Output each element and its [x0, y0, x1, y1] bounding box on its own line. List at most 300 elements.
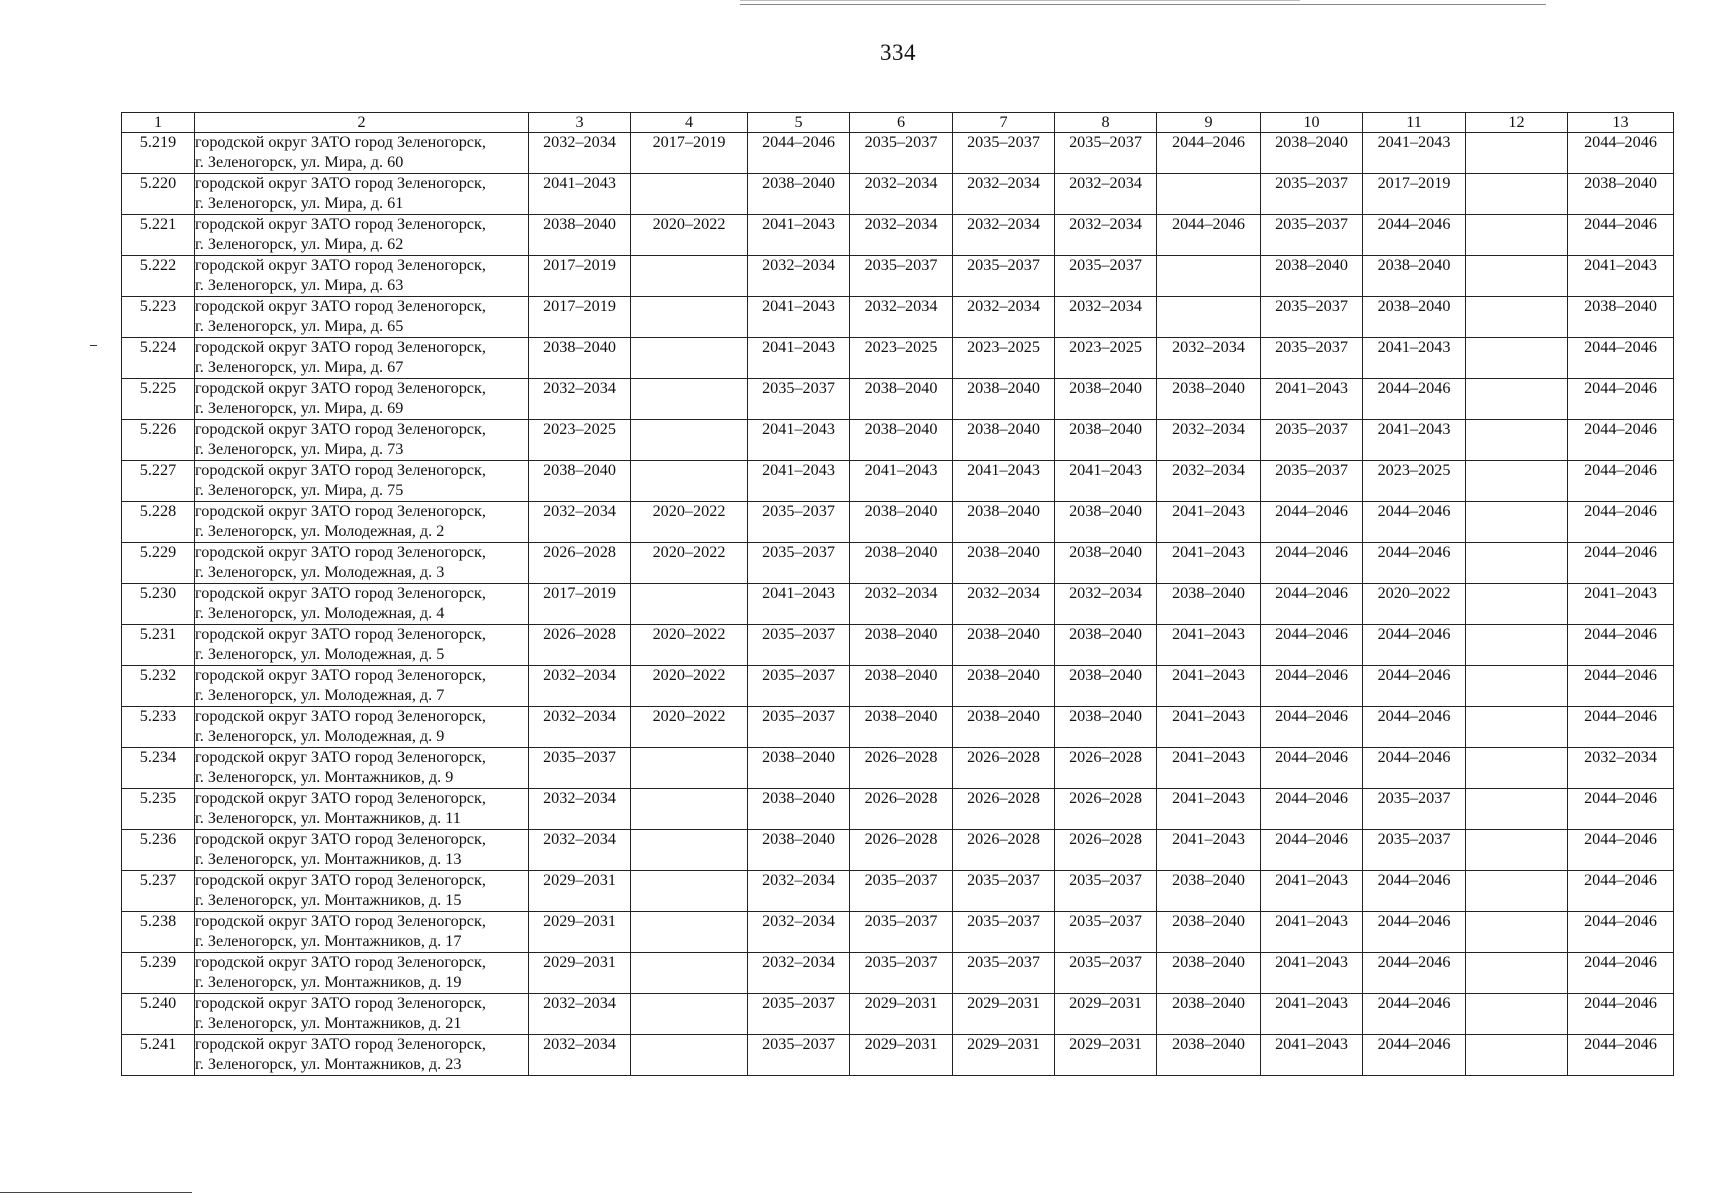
period-cell-c3: 2038–2040 [529, 461, 631, 502]
period-cell-c6: 2035–2037 [850, 912, 953, 953]
address-cell [195, 830, 529, 871]
address-line-2: г. Зеленогорск, ул. Молодежная, д. 4 [195, 603, 445, 622]
period-cell-c6: 2026–2028 [850, 748, 953, 789]
period-cell-c3: 2035–2037 [529, 748, 631, 789]
period-cell-c8: 2038–2040 [1055, 707, 1157, 748]
period-cell-c9: 2032–2034 [1157, 461, 1261, 502]
table-row [122, 338, 1674, 379]
row-number-cell: 5.239 [122, 953, 195, 994]
period-cell-c6: 2035–2037 [850, 256, 953, 297]
period-cell-c12 [1466, 256, 1568, 297]
scan-artifact-line [740, 0, 1300, 1]
table-row [122, 1035, 1674, 1076]
period-cell-c8: 2032–2034 [1055, 584, 1157, 625]
period-cell-c10: 2041–2043 [1261, 953, 1363, 994]
period-cell-c7: 2026–2028 [953, 830, 1055, 871]
table-row [122, 789, 1674, 830]
column-header: 12 [1466, 113, 1568, 133]
period-cell-c8: 2035–2037 [1055, 912, 1157, 953]
table-row [122, 256, 1674, 297]
period-cell-c3: 2032–2034 [529, 133, 631, 174]
period-cell-c9 [1157, 297, 1261, 338]
row-number-cell: 5.231 [122, 625, 195, 666]
row-number-cell: 5.225 [122, 379, 195, 420]
period-cell-c9: 2038–2040 [1157, 912, 1261, 953]
address-line-2: г. Зеленогорск, ул. Мира, д. 60 [195, 152, 404, 171]
period-cell-c4 [631, 379, 748, 420]
row-number-cell: 5.229 [122, 543, 195, 584]
period-cell-c3: 2032–2034 [529, 994, 631, 1035]
address-cell [195, 666, 529, 707]
period-cell-c13: 2032–2034 [1568, 748, 1674, 789]
address-line-2: г. Зеленогорск, ул. Монтажников, д. 15 [195, 890, 462, 909]
address-cell [195, 707, 529, 748]
column-header: 4 [631, 113, 748, 133]
table-row [122, 379, 1674, 420]
row-number-cell: 5.221 [122, 215, 195, 256]
period-cell-c10: 2044–2046 [1261, 666, 1363, 707]
period-cell-c12 [1466, 994, 1568, 1035]
period-cell-c13: 2041–2043 [1568, 256, 1674, 297]
period-cell-c9: 2038–2040 [1157, 379, 1261, 420]
period-cell-c10: 2035–2037 [1261, 461, 1363, 502]
period-cell-c9: 2041–2043 [1157, 666, 1261, 707]
period-cell-c6: 2029–2031 [850, 1035, 953, 1076]
column-header: 1 [122, 113, 195, 133]
address-line-1: городской округ ЗАТО город Зеленогорск, [195, 830, 486, 848]
period-cell-c5: 2038–2040 [748, 174, 850, 215]
period-cell-c13: 2044–2046 [1568, 543, 1674, 584]
period-cell-c6: 2032–2034 [850, 297, 953, 338]
period-cell-c9: 2041–2043 [1157, 830, 1261, 871]
period-cell-c8: 2023–2025 [1055, 338, 1157, 379]
address-cell [195, 953, 529, 994]
period-cell-c4: 2020–2022 [631, 666, 748, 707]
period-cell-c5: 2032–2034 [748, 953, 850, 994]
row-number-cell: 5.219 [122, 133, 195, 174]
period-cell-c5: 2032–2034 [748, 871, 850, 912]
column-header: 7 [953, 113, 1055, 133]
period-cell-c10: 2044–2046 [1261, 789, 1363, 830]
address-cell [195, 584, 529, 625]
row-number-cell: 5.223 [122, 297, 195, 338]
period-cell-c9: 2041–2043 [1157, 707, 1261, 748]
address-cell [195, 420, 529, 461]
row-number-cell: 5.222 [122, 256, 195, 297]
period-cell-c7: 2026–2028 [953, 748, 1055, 789]
address-line-1: городской округ ЗАТО город Зеленогорск, [195, 707, 486, 725]
period-cell-c7: 2038–2040 [953, 666, 1055, 707]
address-line-1: городской округ ЗАТО город Зеленогорск, [195, 297, 486, 315]
address-line-1: городской округ ЗАТО город Зеленогорск, [195, 420, 486, 438]
period-cell-c8: 2032–2034 [1055, 174, 1157, 215]
address-line-2: г. Зеленогорск, ул. Молодежная, д. 9 [195, 726, 445, 745]
period-cell-c9: 2041–2043 [1157, 625, 1261, 666]
period-cell-c5: 2041–2043 [748, 420, 850, 461]
period-cell-c12 [1466, 707, 1568, 748]
period-cell-c13: 2044–2046 [1568, 912, 1674, 953]
column-header: 10 [1261, 113, 1363, 133]
period-cell-c4: 2020–2022 [631, 215, 748, 256]
address-line-1: городской округ ЗАТО город Зеленогорск, [195, 625, 486, 643]
period-cell-c4 [631, 297, 748, 338]
period-cell-c8: 2038–2040 [1055, 666, 1157, 707]
address-line-1: городской округ ЗАТО город Зеленогорск, [195, 174, 486, 192]
period-cell-c11: 2044–2046 [1363, 994, 1466, 1035]
period-cell-c4 [631, 174, 748, 215]
period-cell-c10: 2041–2043 [1261, 379, 1363, 420]
address-line-2: г. Зеленогорск, ул. Мира, д. 69 [195, 398, 404, 417]
period-cell-c8: 2029–2031 [1055, 1035, 1157, 1076]
row-number-cell: 5.235 [122, 789, 195, 830]
address-line-1: городской округ ЗАТО город Зеленогорск, [195, 994, 486, 1012]
period-cell-c4 [631, 871, 748, 912]
period-cell-c12 [1466, 871, 1568, 912]
period-cell-c13: 2044–2046 [1568, 502, 1674, 543]
address-cell [195, 912, 529, 953]
address-line-2: г. Зеленогорск, ул. Молодежная, д. 7 [195, 685, 445, 704]
period-cell-c12 [1466, 789, 1568, 830]
period-cell-c3: 2032–2034 [529, 666, 631, 707]
address-line-1: городской округ ЗАТО город Зеленогорск, [195, 133, 486, 151]
period-cell-c3: 2026–2028 [529, 625, 631, 666]
address-line-1: городской округ ЗАТО город Зеленогорск, [195, 256, 486, 274]
period-cell-c11: 2044–2046 [1363, 871, 1466, 912]
table-row [122, 420, 1674, 461]
period-cell-c13: 2044–2046 [1568, 420, 1674, 461]
period-cell-c6: 2038–2040 [850, 666, 953, 707]
table-row [122, 871, 1674, 912]
period-cell-c13: 2044–2046 [1568, 1035, 1674, 1076]
period-cell-c4 [631, 830, 748, 871]
period-cell-c10: 2041–2043 [1261, 1035, 1363, 1076]
table-row [122, 461, 1674, 502]
period-cell-c10: 2044–2046 [1261, 625, 1363, 666]
period-cell-c12 [1466, 215, 1568, 256]
period-cell-c8: 2029–2031 [1055, 994, 1157, 1035]
period-cell-c4 [631, 994, 748, 1035]
period-cell-c11: 2041–2043 [1363, 133, 1466, 174]
period-cell-c4 [631, 912, 748, 953]
period-cell-c3: 2029–2031 [529, 953, 631, 994]
table-header-row [122, 113, 1674, 133]
address-line-1: городской округ ЗАТО город Зеленогорск, [195, 789, 486, 807]
period-cell-c13: 2044–2046 [1568, 215, 1674, 256]
period-cell-c6: 2041–2043 [850, 461, 953, 502]
period-cell-c13: 2044–2046 [1568, 379, 1674, 420]
period-cell-c8: 2035–2037 [1055, 871, 1157, 912]
period-cell-c12 [1466, 543, 1568, 584]
period-cell-c12 [1466, 502, 1568, 543]
address-cell [195, 215, 529, 256]
period-cell-c4 [631, 338, 748, 379]
table-row [122, 215, 1674, 256]
address-line-2: г. Зеленогорск, ул. Монтажников, д. 11 [195, 808, 461, 827]
address-cell [195, 502, 529, 543]
address-line-2: г. Зеленогорск, ул. Молодежная, д. 3 [195, 562, 445, 581]
period-cell-c6: 2035–2037 [850, 133, 953, 174]
period-cell-c3: 2017–2019 [529, 297, 631, 338]
address-line-2: г. Зеленогорск, ул. Молодежная, д. 2 [195, 521, 445, 540]
period-cell-c9: 2038–2040 [1157, 871, 1261, 912]
period-cell-c7: 2041–2043 [953, 461, 1055, 502]
address-line-2: г. Зеленогорск, ул. Мира, д. 63 [195, 275, 404, 294]
period-cell-c11: 2044–2046 [1363, 953, 1466, 994]
period-cell-c12 [1466, 379, 1568, 420]
period-cell-c4: 2017–2019 [631, 133, 748, 174]
address-line-2: г. Зеленогорск, ул. Мира, д. 65 [195, 316, 404, 335]
period-cell-c3: 2017–2019 [529, 584, 631, 625]
period-cell-c6: 2032–2034 [850, 584, 953, 625]
address-line-1: городской округ ЗАТО город Зеленогорск, [195, 379, 486, 397]
period-cell-c9: 2041–2043 [1157, 748, 1261, 789]
address-line-1: городской округ ЗАТО город Зеленогорск, [195, 543, 486, 561]
period-cell-c4: 2020–2022 [631, 625, 748, 666]
period-cell-c9 [1157, 256, 1261, 297]
scan-artifact-line [0, 1192, 192, 1193]
period-cell-c3: 2038–2040 [529, 215, 631, 256]
address-cell [195, 994, 529, 1035]
period-cell-c12 [1466, 133, 1568, 174]
period-cell-c10: 2038–2040 [1261, 256, 1363, 297]
period-cell-c11: 2044–2046 [1363, 625, 1466, 666]
period-cell-c4 [631, 584, 748, 625]
period-cell-c10: 2035–2037 [1261, 297, 1363, 338]
period-cell-c11: 2017–2019 [1363, 174, 1466, 215]
period-cell-c13: 2044–2046 [1568, 625, 1674, 666]
address-line-1: городской округ ЗАТО город Зеленогорск, [195, 215, 486, 233]
period-cell-c13: 2044–2046 [1568, 994, 1674, 1035]
column-header: 3 [529, 113, 631, 133]
period-cell-c4: 2020–2022 [631, 502, 748, 543]
period-cell-c11: 2023–2025 [1363, 461, 1466, 502]
address-line-2: г. Зеленогорск, ул. Монтажников, д. 17 [195, 931, 462, 950]
period-cell-c4 [631, 461, 748, 502]
period-cell-c6: 2038–2040 [850, 379, 953, 420]
period-cell-c5: 2041–2043 [748, 584, 850, 625]
period-cell-c12 [1466, 297, 1568, 338]
period-cell-c12 [1466, 461, 1568, 502]
period-cell-c5: 2035–2037 [748, 1035, 850, 1076]
row-number-cell: 5.237 [122, 871, 195, 912]
period-cell-c11: 2038–2040 [1363, 256, 1466, 297]
address-line-1: городской округ ЗАТО город Зеленогорск, [195, 912, 486, 930]
period-cell-c11: 2044–2046 [1363, 502, 1466, 543]
period-cell-c5: 2041–2043 [748, 338, 850, 379]
address-cell [195, 789, 529, 830]
period-cell-c6: 2023–2025 [850, 338, 953, 379]
period-cell-c7: 2023–2025 [953, 338, 1055, 379]
row-number-cell: 5.241 [122, 1035, 195, 1076]
period-cell-c12 [1466, 748, 1568, 789]
period-cell-c5: 2035–2037 [748, 502, 850, 543]
period-cell-c4 [631, 748, 748, 789]
period-cell-c6: 2029–2031 [850, 994, 953, 1035]
period-cell-c7: 2038–2040 [953, 625, 1055, 666]
period-cell-c13: 2044–2046 [1568, 830, 1674, 871]
period-cell-c11: 2041–2043 [1363, 420, 1466, 461]
address-line-1: городской округ ЗАТО город Зеленогорск, [195, 461, 486, 479]
period-cell-c3: 2032–2034 [529, 1035, 631, 1076]
period-cell-c9: 2038–2040 [1157, 994, 1261, 1035]
period-cell-c11: 2044–2046 [1363, 666, 1466, 707]
column-header: 13 [1568, 113, 1674, 133]
period-cell-c11: 2044–2046 [1363, 912, 1466, 953]
page-number: 334 [880, 40, 916, 65]
period-cell-c13: 2038–2040 [1568, 297, 1674, 338]
address-line-2: г. Зеленогорск, ул. Монтажников, д. 13 [195, 849, 462, 868]
period-cell-c5: 2038–2040 [748, 789, 850, 830]
period-cell-c6: 2032–2034 [850, 174, 953, 215]
period-cell-c6: 2038–2040 [850, 625, 953, 666]
row-number-cell: 5.236 [122, 830, 195, 871]
period-cell-c5: 2032–2034 [748, 912, 850, 953]
period-cell-c6: 2038–2040 [850, 420, 953, 461]
period-cell-c7: 2038–2040 [953, 707, 1055, 748]
period-cell-c3: 2017–2019 [529, 256, 631, 297]
period-cell-c7: 2032–2034 [953, 584, 1055, 625]
address-cell [195, 338, 529, 379]
period-cell-c3: 2032–2034 [529, 830, 631, 871]
address-line-1: городской округ ЗАТО город Зеленогорск, [195, 338, 486, 356]
period-cell-c10: 2044–2046 [1261, 748, 1363, 789]
period-cell-c4 [631, 256, 748, 297]
period-cell-c3: 2032–2034 [529, 379, 631, 420]
period-cell-c9: 2032–2034 [1157, 338, 1261, 379]
period-cell-c8: 2038–2040 [1055, 502, 1157, 543]
table-row [122, 748, 1674, 789]
column-header: 2 [195, 113, 529, 133]
address-line-2: г. Зеленогорск, ул. Монтажников, д. 21 [195, 1013, 462, 1032]
column-header: 11 [1363, 113, 1466, 133]
period-cell-c8: 2035–2037 [1055, 256, 1157, 297]
period-cell-c13: 2044–2046 [1568, 133, 1674, 174]
address-cell [195, 625, 529, 666]
period-cell-c10: 2035–2037 [1261, 338, 1363, 379]
row-number-cell: 5.233 [122, 707, 195, 748]
address-cell [195, 871, 529, 912]
row-number-cell: 5.232 [122, 666, 195, 707]
period-cell-c9: 2038–2040 [1157, 1035, 1261, 1076]
address-line-2: г. Зеленогорск, ул. Монтажников, д. 23 [195, 1054, 462, 1073]
address-line-2: г. Зеленогорск, ул. Мира, д. 67 [195, 357, 404, 376]
period-cell-c11: 2035–2037 [1363, 830, 1466, 871]
address-cell [195, 256, 529, 297]
period-cell-c7: 2029–2031 [953, 1035, 1055, 1076]
table-row [122, 133, 1674, 174]
table-row [122, 297, 1674, 338]
period-cell-c5: 2035–2037 [748, 625, 850, 666]
period-cell-c4 [631, 789, 748, 830]
table-row [122, 830, 1674, 871]
period-cell-c3: 2032–2034 [529, 707, 631, 748]
period-cell-c9: 2044–2046 [1157, 133, 1261, 174]
period-cell-c11: 2044–2046 [1363, 1035, 1466, 1076]
address-line-2: г. Зеленогорск, ул. Мира, д. 62 [195, 234, 404, 253]
period-cell-c11: 2041–2043 [1363, 338, 1466, 379]
address-line-1: городской округ ЗАТО город Зеленогорск, [195, 666, 486, 684]
address-line-1: городской округ ЗАТО город Зеленогорск, [195, 502, 486, 520]
period-cell-c5: 2044–2046 [748, 133, 850, 174]
period-cell-c10: 2041–2043 [1261, 912, 1363, 953]
period-cell-c6: 2032–2034 [850, 215, 953, 256]
period-cell-c6: 2038–2040 [850, 707, 953, 748]
row-number-cell: 5.224 [122, 338, 195, 379]
address-line-2: г. Зеленогорск, ул. Мира, д. 73 [195, 439, 404, 458]
row-number-cell: 5.234 [122, 748, 195, 789]
period-cell-c6: 2038–2040 [850, 502, 953, 543]
period-cell-c8: 2026–2028 [1055, 830, 1157, 871]
period-cell-c9 [1157, 174, 1261, 215]
column-header: 6 [850, 113, 953, 133]
period-cell-c11: 2044–2046 [1363, 379, 1466, 420]
period-cell-c8: 2041–2043 [1055, 461, 1157, 502]
period-cell-c8: 2026–2028 [1055, 748, 1157, 789]
period-cell-c12 [1466, 953, 1568, 994]
period-cell-c12 [1466, 420, 1568, 461]
period-cell-c10: 2044–2046 [1261, 502, 1363, 543]
address-cell [195, 379, 529, 420]
period-cell-c4 [631, 420, 748, 461]
period-cell-c12 [1466, 666, 1568, 707]
column-header: 5 [748, 113, 850, 133]
address-line-2: г. Зеленогорск, ул. Молодежная, д. 5 [195, 644, 445, 663]
period-cell-c13: 2038–2040 [1568, 174, 1674, 215]
scan-artifact-mark [90, 345, 97, 346]
period-cell-c6: 2038–2040 [850, 543, 953, 584]
period-cell-c13: 2044–2046 [1568, 666, 1674, 707]
period-cell-c7: 2035–2037 [953, 256, 1055, 297]
period-cell-c9: 2041–2043 [1157, 543, 1261, 584]
period-cell-c8: 2035–2037 [1055, 133, 1157, 174]
period-cell-c6: 2035–2037 [850, 953, 953, 994]
period-cell-c13: 2044–2046 [1568, 789, 1674, 830]
period-cell-c8: 2026–2028 [1055, 789, 1157, 830]
period-cell-c10: 2035–2037 [1261, 215, 1363, 256]
period-cell-c11: 2044–2046 [1363, 543, 1466, 584]
period-cell-c3: 2026–2028 [529, 543, 631, 584]
period-cell-c3: 2029–2031 [529, 912, 631, 953]
table-row [122, 502, 1674, 543]
period-cell-c7: 2032–2034 [953, 215, 1055, 256]
period-cell-c7: 2026–2028 [953, 789, 1055, 830]
address-cell [195, 1035, 529, 1076]
period-cell-c4 [631, 1035, 748, 1076]
period-cell-c13: 2044–2046 [1568, 461, 1674, 502]
period-cell-c5: 2041–2043 [748, 297, 850, 338]
period-cell-c10: 2035–2037 [1261, 420, 1363, 461]
period-cell-c13: 2044–2046 [1568, 953, 1674, 994]
address-line-1: городской округ ЗАТО город Зеленогорск, [195, 871, 486, 889]
period-cell-c12 [1466, 338, 1568, 379]
period-cell-c5: 2041–2043 [748, 461, 850, 502]
period-cell-c6: 2035–2037 [850, 871, 953, 912]
period-cell-c10: 2044–2046 [1261, 707, 1363, 748]
table-row [122, 174, 1674, 215]
period-cell-c13: 2041–2043 [1568, 584, 1674, 625]
period-cell-c11: 2020–2022 [1363, 584, 1466, 625]
period-cell-c7: 2035–2037 [953, 912, 1055, 953]
period-cell-c4: 2020–2022 [631, 707, 748, 748]
period-cell-c11: 2044–2046 [1363, 707, 1466, 748]
table-row [122, 584, 1674, 625]
period-cell-c8: 2038–2040 [1055, 379, 1157, 420]
address-line-1: городской округ ЗАТО город Зеленогорск, [195, 584, 486, 602]
table-row [122, 625, 1674, 666]
column-header: 9 [1157, 113, 1261, 133]
row-number-cell: 5.238 [122, 912, 195, 953]
address-cell [195, 297, 529, 338]
